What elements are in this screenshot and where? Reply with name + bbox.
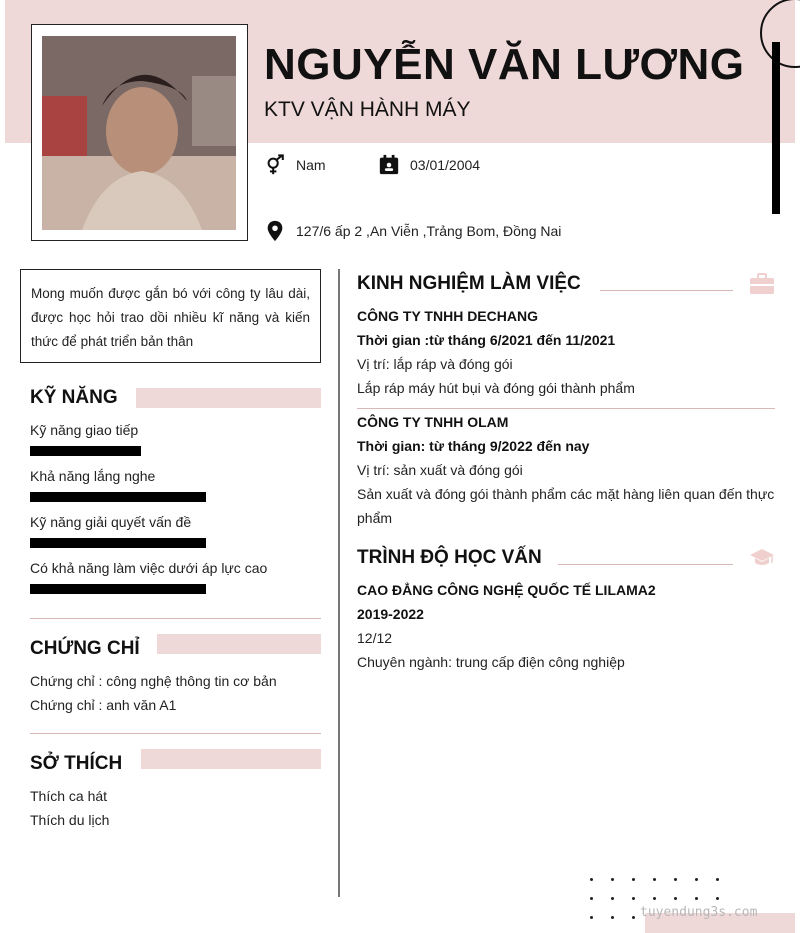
skill-label: Kỹ năng giao tiếp bbox=[30, 422, 139, 438]
skill-label: Kỹ năng giải quyết vấn đề bbox=[30, 514, 192, 530]
birthdate-value: 03/01/2004 bbox=[410, 157, 481, 173]
watermark: tuyendung3s.com bbox=[640, 905, 758, 920]
skill-label: Có khả năng làm việc dưới áp lực cao bbox=[30, 560, 268, 576]
graduation-cap-icon bbox=[749, 548, 775, 568]
decorative-dot bbox=[611, 916, 614, 919]
skill-level-bar bbox=[30, 584, 206, 594]
career-objective: Mong muốn được gắn bó với công ty lâu dài, được học hỏi trao dồi nhiều kĩ năng và kiến thức để phát triển bản thân bbox=[20, 269, 321, 363]
decorative-dot bbox=[716, 897, 719, 900]
section-divider bbox=[30, 618, 321, 619]
calendar-icon bbox=[378, 154, 400, 176]
school-name: CAO ĐẲNG CÔNG NGHỆ QUỐC TẾ LILAMA2 bbox=[357, 582, 656, 598]
job-description: phẩm bbox=[357, 510, 393, 526]
education-title: TRÌNH ĐỘ HỌC VẤN bbox=[357, 547, 542, 568]
location-pin-icon bbox=[264, 220, 286, 242]
certificate-item: Chứng chỉ : công nghệ thông tin cơ bản bbox=[30, 673, 277, 689]
decorative-dot bbox=[590, 878, 593, 881]
hobby-item: Thích ca hát bbox=[30, 788, 108, 804]
gender-icon bbox=[264, 154, 286, 176]
hobbies-title-bar bbox=[141, 749, 321, 769]
section-divider bbox=[30, 733, 321, 734]
decorative-dot bbox=[674, 897, 677, 900]
experience-title-rule bbox=[600, 290, 733, 291]
decorative-dot bbox=[695, 897, 698, 900]
decorative-dot bbox=[716, 878, 719, 881]
skill-level-bar bbox=[30, 492, 206, 502]
skill-level-bar bbox=[30, 538, 206, 548]
job-divider bbox=[357, 408, 775, 409]
skill-level-bar bbox=[30, 446, 141, 456]
decorative-dot bbox=[632, 878, 635, 881]
education-years: 2019-2022 bbox=[357, 606, 424, 622]
experience-title: KINH NGHIỆM LÀM VIỆC bbox=[357, 273, 581, 294]
job-description: Sản xuất và đóng gói thành phẩm các mặt hàng liên quan đến thực bbox=[357, 486, 775, 502]
decorative-dot bbox=[590, 916, 593, 919]
decorative-dot bbox=[653, 897, 656, 900]
gender-info bbox=[264, 154, 326, 176]
profile-photo bbox=[42, 36, 236, 230]
hobby-item: Thích du lịch bbox=[30, 812, 110, 828]
company-name: CÔNG TY TNHH OLAM bbox=[357, 414, 509, 430]
job-position: Vị trí: lắp ráp và đóng gói bbox=[357, 356, 513, 372]
decorative-dot bbox=[611, 897, 614, 900]
decorative-bar bbox=[772, 42, 780, 214]
briefcase-icon bbox=[749, 273, 775, 295]
job-title: KTV VẬN HÀNH MÁY bbox=[264, 98, 471, 121]
certificates-title-bar bbox=[157, 634, 321, 654]
address-value: 127/6 ấp 2 ,An Viễn ,Trảng Bom, Đồng Nai bbox=[296, 223, 562, 239]
job-position: Vị trí: sản xuất và đóng gói bbox=[357, 462, 523, 478]
decorative-dot bbox=[632, 897, 635, 900]
birthdate-info bbox=[378, 154, 480, 176]
certificates-title: CHỨNG CHỈ bbox=[30, 638, 140, 659]
decorative-dot bbox=[611, 878, 614, 881]
education-title-rule bbox=[558, 564, 733, 565]
column-divider bbox=[338, 269, 340, 897]
certificate-item: Chứng chỉ : anh văn A1 bbox=[30, 697, 177, 713]
decorative-dot bbox=[695, 878, 698, 881]
skills-title: KỸ NĂNG bbox=[30, 387, 118, 408]
company-name: CÔNG TY TNHH DECHANG bbox=[357, 308, 538, 324]
skill-label: Khả năng lắng nghe bbox=[30, 468, 156, 484]
address-info bbox=[264, 220, 561, 242]
decorative-dot bbox=[674, 878, 677, 881]
education-grade: 12/12 bbox=[357, 630, 393, 646]
decorative-dot bbox=[653, 878, 656, 881]
job-description: Lắp ráp máy hút bụi và đóng gói thành phẩm bbox=[357, 380, 635, 396]
job-period: Thời gian :từ tháng 6/2021 đến 11/2021 bbox=[357, 332, 616, 348]
hobbies-title: SỞ THÍCH bbox=[30, 753, 123, 774]
full-name: NGUYỄN VĂN LƯƠNG bbox=[264, 40, 745, 89]
decorative-dot bbox=[590, 897, 593, 900]
skills-title-bar bbox=[136, 388, 321, 408]
gender-value: Nam bbox=[296, 157, 326, 173]
decorative-dot bbox=[632, 916, 635, 919]
job-period: Thời gian: từ tháng 9/2022 đến nay bbox=[357, 438, 590, 454]
education-major: Chuyên ngành: trung cấp điện công nghiệp bbox=[357, 654, 625, 670]
